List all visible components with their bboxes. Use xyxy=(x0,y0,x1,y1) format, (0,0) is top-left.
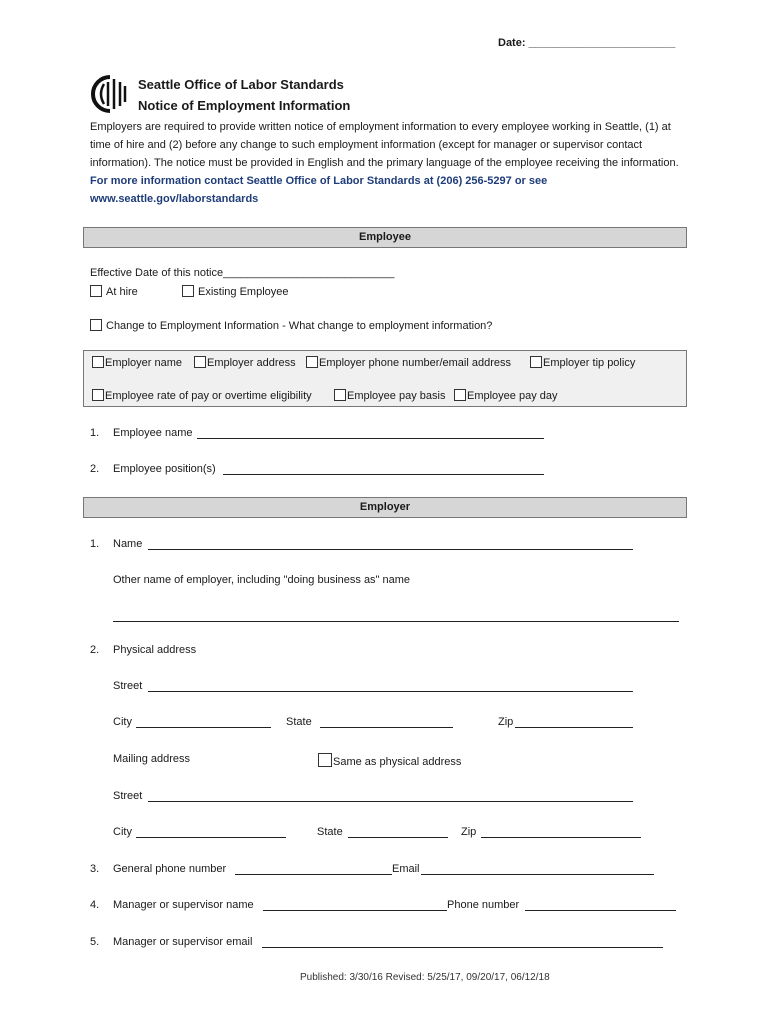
list-number: 2. xyxy=(90,644,100,656)
manager-email-label: Manager or supervisor email xyxy=(113,936,253,948)
existing-employee-checkbox-icon[interactable] xyxy=(182,285,194,297)
at-hire-checkbox-icon[interactable] xyxy=(90,285,102,297)
mailing-city-field[interactable] xyxy=(136,837,286,838)
employer-name-option[interactable] xyxy=(92,356,182,369)
intro-paragraph xyxy=(90,118,690,208)
mailing-zip-label: Zip xyxy=(461,826,477,838)
physical-address-label: Physical address xyxy=(113,644,197,656)
other-name-label: Other name of employer, including "doing business as" name xyxy=(113,574,411,586)
mailing-city-label: City xyxy=(113,826,132,838)
email-field[interactable] xyxy=(421,874,654,875)
street-field[interactable] xyxy=(148,691,633,692)
change-label: Change to Employment Information - What change to employment information? xyxy=(106,320,493,332)
manager-phone-field[interactable] xyxy=(525,910,676,911)
pay-day-option-label: Employee pay day xyxy=(467,390,558,402)
page-title: Notice of Employment Information xyxy=(138,98,351,113)
pay-basis-checkbox-icon[interactable] xyxy=(334,389,346,401)
list-number: 5. xyxy=(90,936,100,948)
employer-address-checkbox-icon[interactable] xyxy=(194,356,206,368)
employee-position-field[interactable] xyxy=(223,474,544,475)
manager-name-label: Manager or supervisor name xyxy=(113,899,254,911)
employee-name-field[interactable] xyxy=(197,438,544,439)
same-as-physical-checkbox-icon[interactable] xyxy=(318,753,332,767)
pay-basis-option[interactable] xyxy=(334,389,445,402)
employer-name-option-label: Employer name xyxy=(105,357,183,369)
published-footer: Published: 3/30/16 Revised: 5/25/17, 09/20/17, 06/12/18 xyxy=(300,972,550,983)
org-name: Seattle Office of Labor Standards xyxy=(138,77,344,92)
list-number: 3. xyxy=(90,863,100,875)
list-number: 1. xyxy=(90,538,100,550)
change-option[interactable] xyxy=(90,319,492,332)
employer-address-option-label: Employer address xyxy=(207,357,296,369)
mailing-address-label: Mailing address xyxy=(113,753,191,765)
intro-text: Employers are required to provide written notice of employment information to every employee working in Seattle, (1) at time of hire and (2) before any change to such employment information (except for manager or supervisor contact information). The notice must be provided in English and the primary language of the employee receiving the information. xyxy=(90,121,679,169)
employee-position-label: Employee position(s) xyxy=(113,463,216,475)
seattle-logo-icon xyxy=(90,74,130,114)
manager-name-field[interactable] xyxy=(263,910,447,911)
employee-name-label: Employee name xyxy=(113,427,193,439)
mailing-street-label: Street xyxy=(113,790,143,802)
employer-phone-option-label: Employer phone number/email address xyxy=(319,357,511,369)
employer-tip-option-label: Employer tip policy xyxy=(543,357,636,369)
same-as-physical-label: Same as physical address xyxy=(333,756,462,768)
employer-tip-option[interactable] xyxy=(530,356,635,369)
zip-label: Zip xyxy=(498,716,514,728)
existing-employee-label: Existing Employee xyxy=(198,286,289,298)
pay-basis-option-label: Employee pay basis xyxy=(347,390,446,402)
other-name-field[interactable] xyxy=(113,621,679,622)
at-hire-option[interactable] xyxy=(90,285,138,298)
change-checkbox-icon[interactable] xyxy=(90,319,102,331)
employer-address-option[interactable] xyxy=(194,356,296,369)
mailing-state-label: State xyxy=(317,826,343,838)
same-as-physical-option[interactable] xyxy=(318,753,461,768)
list-number: 2. xyxy=(90,463,100,475)
employer-section-header: Employer xyxy=(83,497,687,518)
pay-day-option[interactable] xyxy=(454,389,558,402)
mailing-street-field[interactable] xyxy=(148,801,633,802)
list-number: 1. xyxy=(90,427,100,439)
employer-phone-option[interactable] xyxy=(306,356,511,369)
manager-email-field[interactable] xyxy=(262,947,663,948)
at-hire-label: At hire xyxy=(106,286,138,298)
effective-date-field[interactable]: Effective Date of this notice____________________________ xyxy=(90,267,395,279)
rate-of-pay-checkbox-icon[interactable] xyxy=(92,389,104,401)
contact-info-link[interactable]: For more information contact Seattle Office of Labor Standards at (206) 256-5297 or see www.seattle.gov/laborstandards xyxy=(90,175,548,205)
mailing-zip-field[interactable] xyxy=(481,837,641,838)
general-phone-field[interactable] xyxy=(235,874,392,875)
date-field[interactable]: Date: ________________________ xyxy=(498,37,676,49)
email-label: Email xyxy=(392,863,420,875)
rate-of-pay-option[interactable] xyxy=(92,389,312,402)
employer-name-label: Name xyxy=(113,538,143,550)
employer-name-field[interactable] xyxy=(148,549,633,550)
employer-phone-checkbox-icon[interactable] xyxy=(306,356,318,368)
employer-tip-checkbox-icon[interactable] xyxy=(530,356,542,368)
list-number: 4. xyxy=(90,899,100,911)
rate-of-pay-option-label: Employee rate of pay or overtime eligibility xyxy=(105,390,312,402)
state-field[interactable] xyxy=(320,727,453,728)
pay-day-checkbox-icon[interactable] xyxy=(454,389,466,401)
zip-field[interactable] xyxy=(515,727,633,728)
manager-phone-label: Phone number xyxy=(447,899,520,911)
existing-employee-option[interactable] xyxy=(182,285,289,298)
city-label: City xyxy=(113,716,132,728)
employee-section-header: Employee xyxy=(83,227,687,248)
employer-name-checkbox-icon[interactable] xyxy=(92,356,104,368)
general-phone-label: General phone number xyxy=(113,863,227,875)
change-options-box xyxy=(83,350,687,407)
mailing-state-field[interactable] xyxy=(348,837,448,838)
state-label: State xyxy=(286,716,312,728)
street-label: Street xyxy=(113,680,143,692)
city-field[interactable] xyxy=(136,727,271,728)
